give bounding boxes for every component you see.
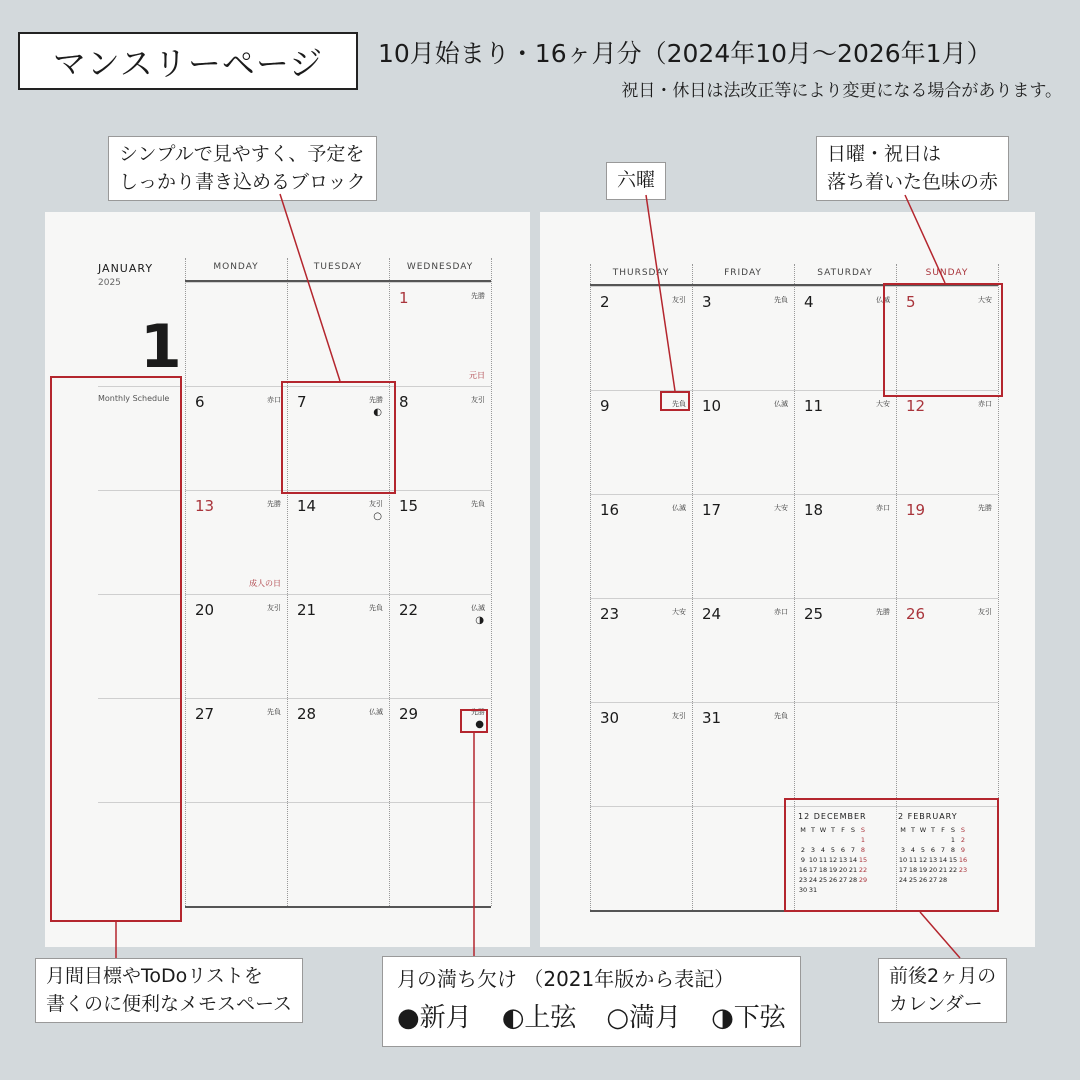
- minical-highlight: [784, 798, 999, 912]
- callout-sunday: [816, 136, 1009, 201]
- mini-day: 8: [950, 846, 956, 854]
- rokuyo-label: 先勝: [471, 708, 485, 716]
- mini-day: 18: [908, 866, 918, 874]
- day-number: 4: [804, 293, 814, 311]
- rokuyo-label: 先勝: [267, 500, 281, 508]
- day-cell: [590, 286, 692, 390]
- rokuyo-label: 仏滅: [774, 400, 788, 408]
- callout-moon: [382, 956, 801, 1047]
- day-number: 7: [297, 393, 307, 411]
- mini-dow: T: [811, 826, 815, 834]
- mini-day: 8: [860, 846, 866, 854]
- day-number: 25: [804, 605, 824, 623]
- callout-rokuyo: 六曜: [606, 162, 666, 200]
- day-cell: [794, 494, 896, 598]
- day-number: 27: [195, 705, 215, 723]
- rokuyo-label: 仏滅: [876, 296, 890, 304]
- day-number: 10: [702, 397, 722, 415]
- mini-dow: M: [900, 826, 906, 834]
- day-number: 19: [906, 501, 926, 519]
- mini-day: 19: [828, 866, 838, 874]
- day-cell: [692, 494, 794, 598]
- day-header-tuesday: TUESDAY: [313, 262, 363, 272]
- rokuyo-label: 大安: [876, 400, 890, 408]
- day-cell: [590, 702, 692, 806]
- holiday-label: 成人の日: [249, 579, 281, 588]
- mini-dow: T: [931, 826, 935, 834]
- moon-phase-icon: ●: [475, 719, 484, 730]
- day-number: 13: [195, 497, 215, 515]
- moon-legend-item: ◐上弦: [501, 1003, 577, 1033]
- rokuyo-label: 先負: [774, 296, 788, 304]
- day-cell: [389, 282, 491, 386]
- mini-day: 15: [858, 856, 868, 864]
- rokuyo-label: 先勝: [876, 608, 890, 616]
- day-cell: [185, 594, 287, 698]
- mini-day: 22: [948, 866, 958, 874]
- day-cell: [896, 702, 998, 806]
- memo-space-highlight: [50, 376, 182, 922]
- day-header-monday: MONDAY: [213, 262, 259, 272]
- rokuyo-label: 先勝: [978, 504, 992, 512]
- rokuyo-label: 先負: [267, 708, 281, 716]
- day-cell: [794, 390, 896, 494]
- callout-minical-line: 前後2ヶ月の: [889, 965, 997, 987]
- mini-dow: S: [960, 826, 966, 834]
- rokuyo-label: 友引: [471, 396, 485, 404]
- day-number: 1: [399, 289, 409, 307]
- day-cell: [794, 286, 896, 390]
- day-cell: [185, 490, 287, 594]
- rokuyo-label: 赤口: [774, 608, 788, 616]
- mini-day: 16: [798, 866, 808, 874]
- day-number: 5: [906, 293, 916, 311]
- bottom-rule: [185, 906, 491, 908]
- day-cell: [287, 802, 389, 906]
- day-cell: [185, 698, 287, 802]
- mini-day: 28: [938, 876, 948, 884]
- mini-day: 2: [800, 846, 806, 854]
- callout-moon-title: 月の満ち欠け （2021年版から表記）: [397, 967, 735, 991]
- day-number: 8: [399, 393, 409, 411]
- mini-dow: T: [911, 826, 915, 834]
- day-number: 6: [195, 393, 205, 411]
- mini-day: 27: [838, 876, 848, 884]
- mini-day: 3: [810, 846, 816, 854]
- mini-day: 5: [830, 846, 836, 854]
- callout-memo-line: 書くのに便利なメモスペース: [46, 992, 293, 1015]
- rokuyo-label: 赤口: [267, 396, 281, 404]
- rokuyo-label: 大安: [672, 608, 686, 616]
- day-cell: [185, 282, 287, 386]
- day-number: 12: [906, 397, 926, 415]
- rokuyo-label: 赤口: [876, 504, 890, 512]
- rokuyo-label: 友引: [672, 712, 686, 720]
- mini-dow: W: [819, 826, 827, 834]
- mini-day: 2: [960, 836, 966, 844]
- callout-memo-line: 月間目標やToDoリストを: [46, 965, 263, 987]
- rokuyo-label: 友引: [369, 500, 383, 508]
- day-number: 16: [600, 501, 620, 519]
- mini-day: 10: [808, 856, 818, 864]
- mini-day: 9: [960, 846, 966, 854]
- day-cell: [896, 494, 998, 598]
- callout-sunday-line: 落ち着いた色味の赤: [827, 170, 999, 193]
- callout-block-line: しっかり書き込めるブロック: [119, 170, 366, 193]
- month-number: 1: [140, 312, 182, 382]
- memo-label: Monthly Schedule: [98, 394, 170, 403]
- day-cell: [692, 286, 794, 390]
- mini-day: 30: [798, 886, 808, 894]
- mini-dow: W: [919, 826, 927, 834]
- mini-day: 23: [958, 866, 968, 874]
- day-number: 29: [399, 705, 419, 723]
- day-cell: [590, 598, 692, 702]
- callout-block: [108, 136, 377, 201]
- mini-day: 27: [928, 876, 938, 884]
- day-number: 23: [600, 605, 620, 623]
- day-number: 9: [600, 397, 610, 415]
- mini-dow: S: [850, 826, 856, 834]
- holiday-label: 元日: [469, 371, 485, 380]
- day-number: 17: [702, 501, 722, 519]
- mini-day: 14: [938, 856, 948, 864]
- day-cell: [794, 702, 896, 806]
- mini-day: 22: [858, 866, 868, 874]
- day-cell: [794, 598, 896, 702]
- mini-day: 17: [898, 866, 908, 874]
- day-number: 20: [195, 601, 215, 619]
- mini-day: 12: [918, 856, 928, 864]
- mini-day: 20: [928, 866, 938, 874]
- day-cell: [185, 386, 287, 490]
- mini-day: 26: [828, 876, 838, 884]
- moon-phase-icon: ◑: [475, 615, 484, 626]
- day-cell: [287, 698, 389, 802]
- mini-day: 4: [910, 846, 916, 854]
- year-label: 2025: [98, 278, 121, 288]
- mini-calendar-title: 12 DECEMBER: [798, 812, 867, 821]
- mini-day: 21: [848, 866, 858, 874]
- mini-day: 19: [918, 866, 928, 874]
- rokuyo-label: 大安: [774, 504, 788, 512]
- day-cell: [896, 598, 998, 702]
- day-number: 2: [600, 293, 610, 311]
- edition-info: 10月始まり・16ヶ月分（2024年10月～2026年1月）: [378, 39, 992, 68]
- callout-minical-line: カレンダー: [889, 992, 983, 1015]
- mini-day: 28: [848, 876, 858, 884]
- rokuyo-label: 先負: [672, 400, 686, 408]
- rokuyo-label: 先勝: [471, 292, 485, 300]
- day-cell: [287, 282, 389, 386]
- day-number: 30: [600, 709, 620, 727]
- mini-day: 21: [938, 866, 948, 874]
- mini-dow: M: [800, 826, 806, 834]
- mini-day: 7: [850, 846, 856, 854]
- day-number: 18: [804, 501, 824, 519]
- mini-day: 4: [820, 846, 826, 854]
- day-cell: [287, 594, 389, 698]
- day-header-thursday: THURSDAY: [612, 268, 670, 278]
- moon-phase-icon: ◐: [373, 407, 382, 418]
- mini-dow: S: [950, 826, 956, 834]
- mini-day: 5: [920, 846, 926, 854]
- mini-day: 14: [848, 856, 858, 864]
- moon-legend: [397, 1000, 786, 1038]
- callout-memo: [35, 958, 303, 1023]
- mini-day: 11: [908, 856, 918, 864]
- mini-day: 12: [828, 856, 838, 864]
- day-cell: [692, 390, 794, 494]
- day-cell: [692, 806, 794, 910]
- mini-day: 1: [950, 836, 956, 844]
- day-cell: [896, 390, 998, 494]
- rokuyo-label: 仏滅: [672, 504, 686, 512]
- mini-day: 15: [948, 856, 958, 864]
- mini-dow: F: [941, 826, 945, 834]
- day-cell: [692, 598, 794, 702]
- day-number: 31: [702, 709, 722, 727]
- mini-day: 11: [818, 856, 828, 864]
- day-number: 15: [399, 497, 419, 515]
- mini-calendar-title: 2 FEBRUARY: [898, 812, 958, 821]
- day-header-wednesday: WEDNESDAY: [406, 262, 474, 272]
- rokuyo-label: 先負: [369, 604, 383, 612]
- block-highlight: [281, 381, 396, 494]
- rokuyo-highlight: [660, 391, 690, 411]
- rokuyo-label: 仏滅: [471, 604, 485, 612]
- mini-day: 29: [858, 876, 868, 884]
- mini-day: 3: [900, 846, 906, 854]
- mini-day: 16: [958, 856, 968, 864]
- mini-day: 25: [908, 876, 918, 884]
- day-number: 3: [702, 293, 712, 311]
- mini-day: 20: [838, 866, 848, 874]
- day-number: 21: [297, 601, 317, 619]
- rokuyo-label: 友引: [672, 296, 686, 304]
- day-header-friday: FRIDAY: [724, 268, 762, 278]
- mini-day: 10: [898, 856, 908, 864]
- moon-legend-item: ◑下弦: [711, 1003, 786, 1033]
- mini-day: 6: [930, 846, 936, 854]
- rokuyo-label: 先負: [774, 712, 788, 720]
- day-cell: [692, 702, 794, 806]
- day-number: 14: [297, 497, 317, 515]
- mini-day: 6: [840, 846, 846, 854]
- mini-dow: F: [841, 826, 845, 834]
- moon-legend-item: ○満月: [606, 1003, 682, 1033]
- rokuyo-label: 赤口: [978, 400, 992, 408]
- day-cell: [389, 594, 491, 698]
- day-number: 22: [399, 601, 419, 619]
- rokuyo-label: 友引: [267, 604, 281, 612]
- mini-day: 23: [798, 876, 808, 884]
- day-cell: [185, 802, 287, 906]
- mini-day: 18: [818, 866, 828, 874]
- callout-sunday-line: 日曜・祝日は: [827, 143, 942, 165]
- month-name: JANUARY: [98, 262, 154, 275]
- mini-dow: S: [860, 826, 866, 834]
- memo-row: [98, 282, 182, 386]
- mini-day: 9: [800, 856, 806, 864]
- day-number: 11: [804, 397, 824, 415]
- mini-day: 31: [808, 886, 818, 894]
- mini-dow: T: [831, 826, 835, 834]
- moon-phase-icon: ○: [373, 511, 382, 522]
- day-cell: [590, 806, 692, 910]
- rokuyo-label: 仏滅: [369, 708, 383, 716]
- day-cell: [389, 386, 491, 490]
- rokuyo-label: 先勝: [369, 396, 383, 404]
- column-separator: [491, 258, 492, 906]
- page-title: マンスリーページ: [18, 32, 358, 90]
- day-header-saturday: SATURDAY: [817, 268, 873, 278]
- mini-day: 13: [838, 856, 848, 864]
- rokuyo-label: 先負: [471, 500, 485, 508]
- day-number: 24: [702, 605, 722, 623]
- day-cell: [389, 490, 491, 594]
- moon-highlight: [460, 709, 488, 733]
- day-cell: [590, 494, 692, 598]
- mini-day: 7: [940, 846, 946, 854]
- rokuyo-label: 大安: [978, 296, 992, 304]
- mini-day: 17: [808, 866, 818, 874]
- mini-day: 13: [928, 856, 938, 864]
- mini-day: 1: [860, 836, 866, 844]
- moon-legend-item: ●新月: [397, 1003, 472, 1033]
- mini-day: 25: [818, 876, 828, 884]
- holiday-note: 祝日・休日は法改正等により変更になる場合があります。: [621, 81, 1062, 101]
- mini-day: 24: [898, 876, 908, 884]
- day-number: 28: [297, 705, 317, 723]
- day-cell: [389, 802, 491, 906]
- day-number: 26: [906, 605, 926, 623]
- mini-day: 24: [808, 876, 818, 884]
- rokuyo-label: 友引: [978, 608, 992, 616]
- mini-day: 26: [918, 876, 928, 884]
- callout-minical: [878, 958, 1007, 1023]
- callout-block-line: シンプルで見やすく、予定を: [119, 143, 365, 165]
- day-header-sunday: SUNDAY: [925, 268, 969, 278]
- day-cell: [287, 490, 389, 594]
- sunday-highlight: [883, 283, 1003, 397]
